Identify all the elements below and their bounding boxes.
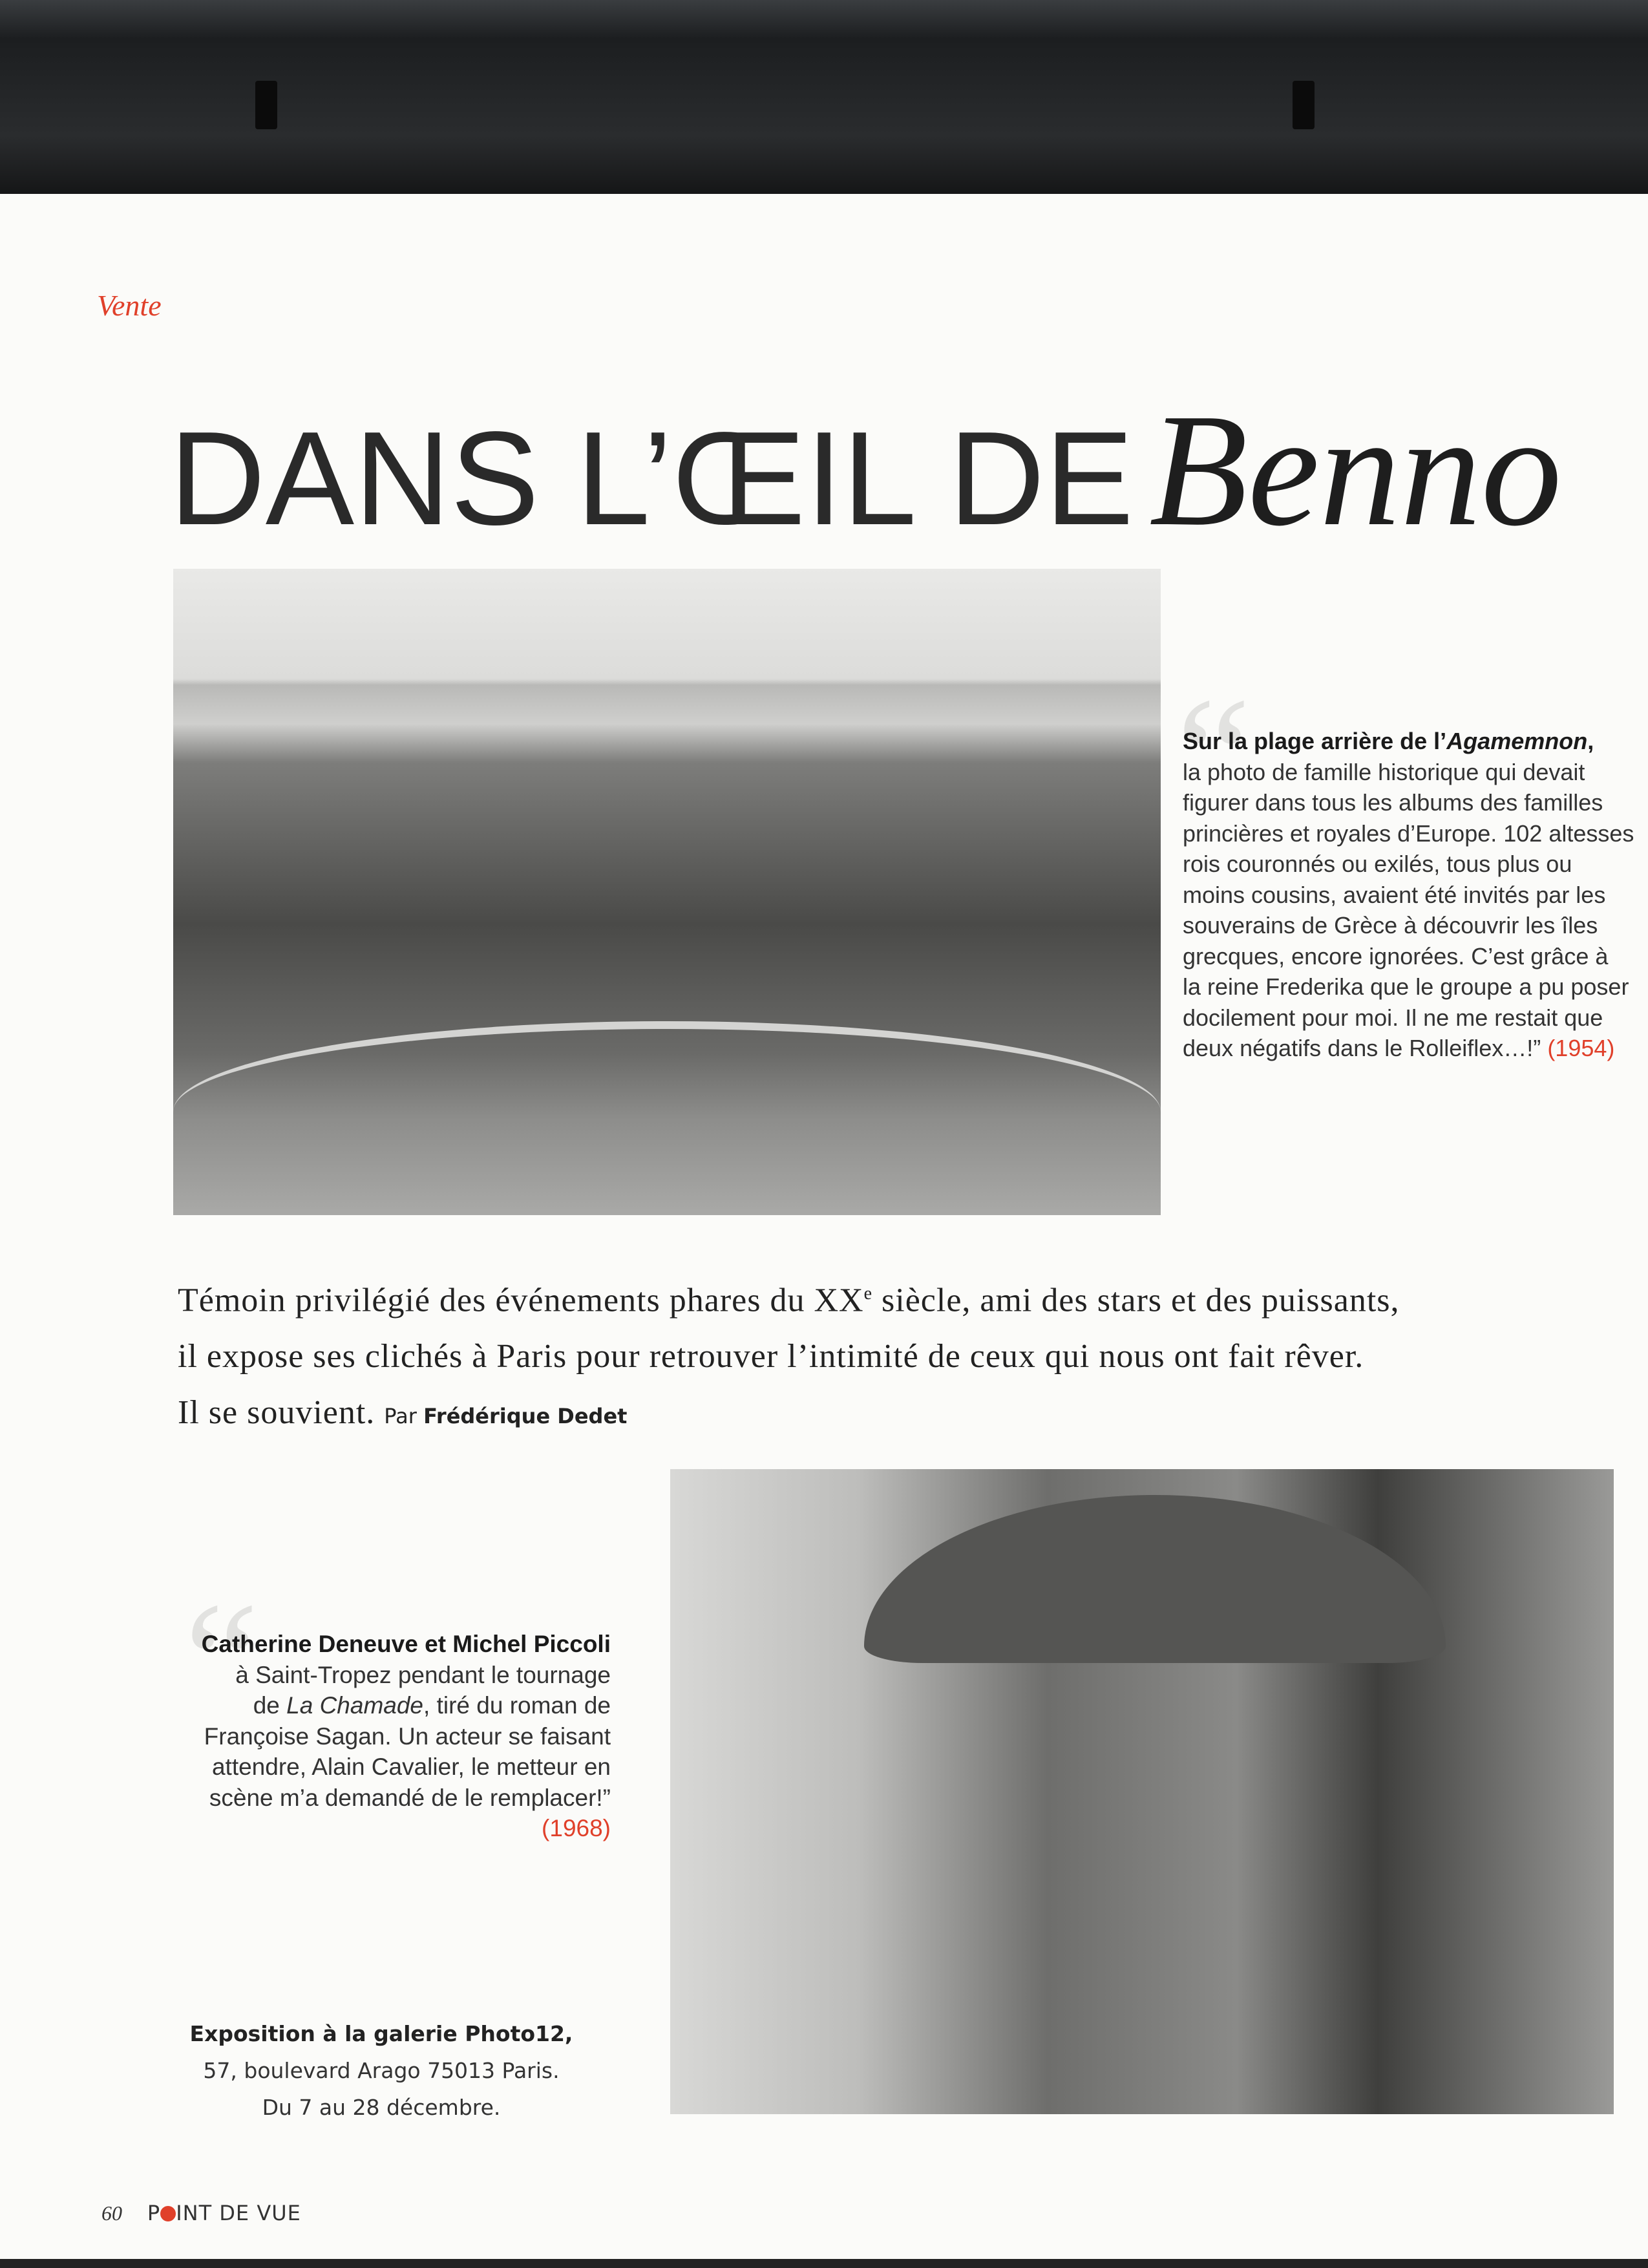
- byline-prefix: Par: [384, 1404, 417, 1429]
- page-footer: [101, 2201, 301, 2225]
- caption-line: scène m’a demandé de le remplacer!”: [209, 1784, 611, 1811]
- scanner-clip: [1293, 81, 1315, 129]
- quote-mark-icon: “: [184, 1568, 259, 1754]
- intro-line: Témoin privilégié des événements phares du XX: [178, 1282, 864, 1319]
- page-title: [169, 381, 1611, 559]
- caption-line: , tiré du roman de: [423, 1692, 611, 1719]
- intro-line: siècle, ami des stars et des puissants,: [872, 1282, 1400, 1319]
- caption-line: rois couronnés ou exilés, tous plus ou: [1183, 851, 1572, 877]
- caption-lead: Catherine Deneuve et Michel Piccoli: [201, 1631, 611, 1657]
- exhibition-dates: Du 7 au 28 décembre.: [262, 2095, 501, 2120]
- logo-text: INT DE VUE: [176, 2201, 301, 2225]
- intro-line: Il se souvient.: [178, 1394, 375, 1432]
- quote-mark-icon: “: [1176, 663, 1251, 849]
- caption-line: princières et royales d’Europe. 102 altesses: [1183, 820, 1634, 847]
- caption-year: (1968): [542, 1815, 611, 1841]
- intro-line: il expose ses clichés à Paris pour retrouver l’intimité de ceux qui nous ont fait rêver.: [178, 1338, 1364, 1375]
- caption-line: attendre, Alain Cavalier, le metteur en: [211, 1754, 611, 1780]
- scanner-clip: [255, 81, 277, 129]
- caption-line: la photo de famille historique qui devait: [1183, 758, 1585, 785]
- caption-line: moins cousins, avaient été invités par les: [1183, 881, 1606, 908]
- caption-year: (1954): [1547, 1035, 1615, 1061]
- photo2-caption: [162, 1629, 611, 1844]
- caption-lead-text: Sur la plage arrière de l’: [1183, 728, 1447, 754]
- scanner-bar: [0, 0, 1648, 194]
- caption-lead: [1183, 728, 1594, 754]
- photo-agamemnon-group: [173, 569, 1161, 1215]
- caption-lead-punct: ,: [1587, 728, 1594, 754]
- caption-line: la reine Frederika que le groupe a pu poser: [1183, 973, 1629, 1000]
- author-name: Frédérique Dedet: [423, 1404, 628, 1429]
- caption-line: de: [253, 1692, 287, 1719]
- caption-line: figurer dans tous les albums des familles: [1183, 789, 1603, 816]
- magazine-logo: [147, 2201, 301, 2225]
- ship-name: Agamemnon: [1446, 728, 1588, 754]
- caption-line: Françoise Sagan. Un acteur se faisant: [204, 1722, 611, 1750]
- ship-railing: [173, 1021, 1161, 1112]
- photo-deneuve-piccoli: [670, 1469, 1614, 2114]
- film-title: La Chamade: [286, 1692, 424, 1719]
- photo1-caption: [1183, 726, 1635, 1064]
- intro-paragraph: [178, 1266, 1619, 1445]
- title-main: DANS L’ŒIL DE: [169, 404, 1134, 553]
- caption-line: souverains de Grèce à découvrir les îles: [1183, 912, 1598, 938]
- byline: [384, 1404, 627, 1428]
- century-superscript: e: [863, 1284, 873, 1304]
- scanner-edge: [0, 2259, 1648, 2268]
- section-rubric: Vente: [97, 289, 162, 322]
- exhibition-address: 57, boulevard Arago 75013 Paris.: [203, 2058, 560, 2083]
- caption-line: à Saint-Tropez pendant le tournage: [235, 1661, 611, 1688]
- caption-line: deux négatifs dans le Rolleiflex…!”: [1183, 1035, 1541, 1061]
- logo-letter: P: [147, 2201, 161, 2225]
- caption-line: grecques, encore ignorées. C’est grâce à: [1183, 942, 1609, 970]
- parasol: [864, 1495, 1446, 1663]
- exhibition-info: [187, 2015, 575, 2126]
- title-name: Benno: [1149, 381, 1562, 560]
- red-dot-icon: [160, 2206, 176, 2221]
- exhibition-title: Exposition à la galerie Photo12,: [189, 2021, 573, 2046]
- caption-line: docilement pour moi. Il ne me restait que: [1183, 1004, 1603, 1031]
- page-number: 60: [101, 2201, 122, 2225]
